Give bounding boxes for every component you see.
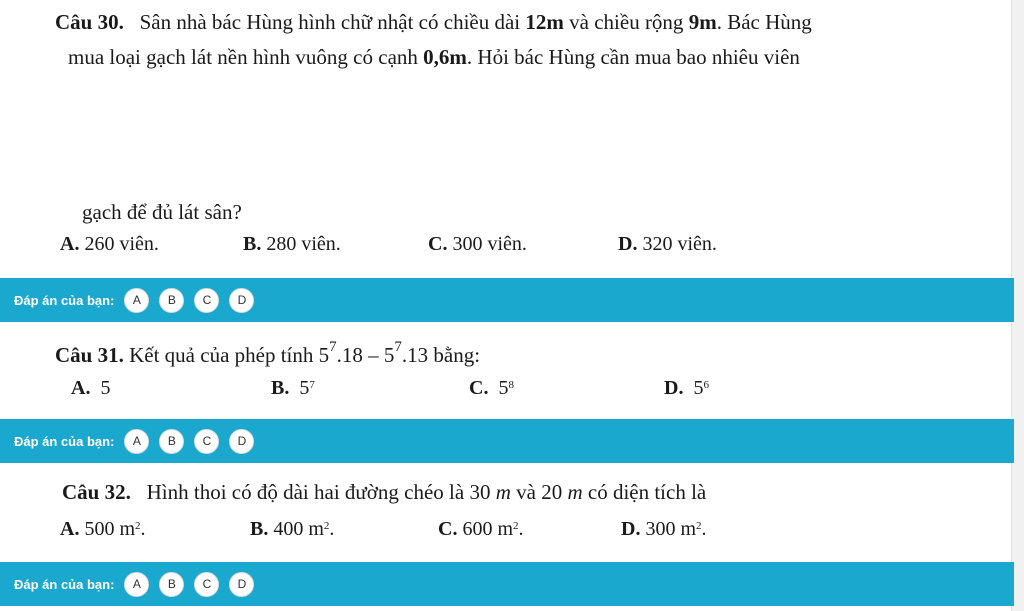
q30-text: . Bác Hùng bbox=[716, 10, 812, 34]
q30-option-d bbox=[618, 232, 717, 256]
option-letter: C. bbox=[428, 233, 448, 255]
answer-bar-label: Đáp án của bạn: bbox=[14, 576, 115, 592]
answer-choice-c[interactable]: C bbox=[194, 288, 219, 313]
answer-choice-c[interactable]: C bbox=[194, 429, 219, 454]
q31-option-c bbox=[469, 376, 514, 400]
q30-line-3: gạch để đủ lát sân? bbox=[82, 200, 242, 224]
q30-line-1 bbox=[55, 10, 812, 34]
q32-unit: m bbox=[567, 480, 583, 504]
q30-option-c bbox=[428, 232, 527, 256]
option-exponent: 2 bbox=[513, 520, 519, 532]
option-letter: D. bbox=[618, 233, 638, 255]
q30-option-a bbox=[60, 232, 159, 256]
answer-bar-q30 bbox=[0, 278, 1014, 322]
q30-tile-side: 0,6m bbox=[423, 45, 467, 69]
answer-choice-c[interactable]: C bbox=[194, 572, 219, 597]
option-exponent: 2 bbox=[323, 520, 330, 532]
answer-choice-a[interactable]: A bbox=[124, 572, 149, 597]
option-letter: C. bbox=[438, 518, 458, 540]
option-letter: D. bbox=[621, 518, 641, 540]
option-text: 5 bbox=[498, 377, 509, 399]
option-exponent: 2 bbox=[696, 520, 702, 532]
q31-option-d bbox=[664, 376, 709, 400]
q31-text: Kết quả của phép tính 5 bbox=[129, 343, 330, 367]
option-text: 5 bbox=[299, 377, 310, 399]
q32-text: và 20 bbox=[510, 480, 568, 504]
q30-number: Câu 30. bbox=[55, 10, 124, 34]
option-exponent: 6 bbox=[703, 379, 709, 391]
answer-choice-d[interactable]: D bbox=[229, 429, 254, 454]
q30-option-b bbox=[243, 232, 341, 256]
q30-line-2 bbox=[68, 45, 800, 69]
option-exponent: 7 bbox=[309, 379, 315, 391]
option-tail: . bbox=[518, 518, 524, 540]
option-letter: A. bbox=[71, 377, 91, 399]
option-letter: B. bbox=[250, 518, 269, 540]
q30-length: 12m bbox=[525, 10, 564, 34]
option-text: 320 viên. bbox=[642, 233, 717, 255]
answer-choice-a[interactable]: A bbox=[124, 288, 149, 313]
q31-text: .13 bằng: bbox=[401, 343, 481, 367]
q30-text: và chiều rộng bbox=[563, 10, 689, 34]
option-letter: B. bbox=[243, 233, 262, 255]
answer-choice-b[interactable]: B bbox=[159, 288, 184, 313]
option-text: 500 m bbox=[84, 518, 136, 540]
q31-number: Câu 31. bbox=[55, 343, 124, 367]
q31-option-a bbox=[71, 376, 110, 400]
q31-exponent: 7 bbox=[329, 339, 337, 355]
q32-line bbox=[62, 480, 706, 504]
option-text: 600 m bbox=[462, 518, 514, 540]
option-letter: A. bbox=[60, 518, 80, 540]
q30-width: 9m bbox=[688, 10, 717, 34]
option-tail: . bbox=[701, 518, 707, 540]
option-letter: D. bbox=[664, 377, 684, 399]
q32-option-c bbox=[438, 517, 524, 541]
option-letter: B. bbox=[271, 377, 290, 399]
answer-choice-d[interactable]: D bbox=[229, 288, 254, 313]
answer-bar-label: Đáp án của bạn: bbox=[14, 433, 115, 449]
option-letter: A. bbox=[60, 233, 80, 255]
q31-option-b bbox=[271, 376, 315, 400]
answer-bar-q32 bbox=[0, 562, 1014, 606]
q31-text: .18 – 5 bbox=[336, 343, 395, 367]
q32-unit: m bbox=[495, 480, 511, 504]
q32-option-b bbox=[250, 517, 334, 541]
q32-number: Câu 32. bbox=[62, 480, 131, 504]
answer-bar-q31 bbox=[0, 419, 1014, 463]
option-exponent: 8 bbox=[508, 379, 514, 391]
q31-line bbox=[55, 339, 481, 367]
option-tail: . bbox=[140, 518, 146, 540]
q32-option-a bbox=[60, 517, 146, 541]
answer-bar-label: Đáp án của bạn: bbox=[14, 292, 115, 308]
option-tail: . bbox=[329, 518, 335, 540]
option-text: 260 viên. bbox=[84, 233, 159, 255]
option-text: 5 bbox=[100, 377, 111, 399]
answer-choice-a[interactable]: A bbox=[124, 429, 149, 454]
option-text: 300 viên. bbox=[452, 233, 527, 255]
option-text: 400 m bbox=[273, 518, 324, 540]
q32-text: có diện tích là bbox=[582, 480, 707, 504]
q30-text: Sân nhà bác Hùng hình chữ nhật có chiều dài bbox=[139, 10, 526, 34]
answer-choice-b[interactable]: B bbox=[159, 572, 184, 597]
answer-choice-d[interactable]: D bbox=[229, 572, 254, 597]
q30-text: mua loại gạch lát nền hình vuông có cạnh bbox=[68, 45, 424, 69]
q32-option-d bbox=[621, 517, 707, 541]
option-letter: C. bbox=[469, 377, 489, 399]
q32-text: Hình thoi có độ dài hai đường chéo là 30 bbox=[146, 480, 496, 504]
option-text: 280 viên. bbox=[266, 233, 341, 255]
q30-text: . Hỏi bác Hùng cần mua bao nhiêu viên bbox=[466, 45, 800, 69]
option-exponent: 2 bbox=[135, 520, 141, 532]
q31-exponent: 7 bbox=[394, 339, 402, 355]
answer-choice-b[interactable]: B bbox=[159, 429, 184, 454]
option-text: 5 bbox=[693, 377, 704, 399]
option-text: 300 m bbox=[645, 518, 697, 540]
